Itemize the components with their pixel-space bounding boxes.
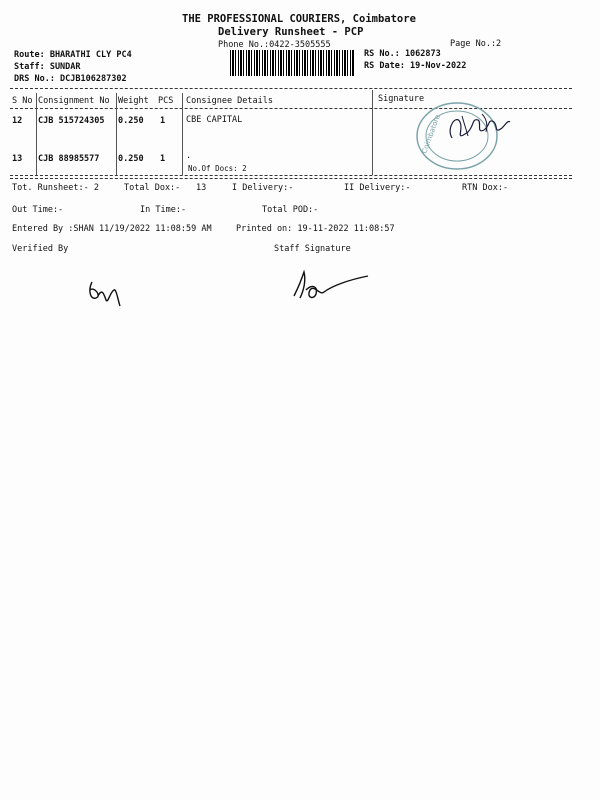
rs-number: RS No.: 1062873 bbox=[364, 49, 441, 59]
rs-date: RS Date: 19-Nov-2022 bbox=[364, 61, 467, 71]
row-consignee: . bbox=[186, 151, 192, 161]
staff-signature bbox=[288, 266, 372, 306]
drs-number: DRS No.: DCJB106287302 bbox=[14, 74, 127, 84]
col-header-consignee: Consignee Details bbox=[186, 96, 273, 106]
col-divider bbox=[36, 93, 37, 175]
printed-on: Printed on: 19-11-2022 11:08:57 bbox=[236, 224, 395, 234]
receiver-signature bbox=[438, 108, 518, 148]
row-consignment: CJB 515724305 bbox=[38, 116, 105, 126]
company-name: THE PROFESSIONAL COURIERS, Coimbatore bbox=[182, 13, 416, 25]
row-pcs: 1 bbox=[160, 154, 166, 164]
i-delivery: I Delivery:- bbox=[232, 183, 294, 193]
entered-by: Entered By :SHAN 11/19/2022 11:08:59 AM bbox=[12, 224, 212, 234]
table-bottom-rule-2 bbox=[10, 178, 572, 179]
col-divider bbox=[372, 90, 373, 175]
total-dox-value: 13 bbox=[196, 183, 207, 193]
col-header-consignment: Consignment No bbox=[38, 96, 110, 106]
total-runsheet: Tot. Runsheet:- 2 bbox=[12, 183, 99, 193]
col-header-signature: Signature bbox=[378, 94, 425, 104]
barcode bbox=[230, 50, 354, 76]
staff-label: Staff: SUNDAR bbox=[14, 62, 81, 72]
row-consignee: CBE CAPITAL bbox=[186, 115, 243, 125]
verified-by-label: Verified By bbox=[12, 244, 69, 254]
row-weight: 0.250 bbox=[118, 154, 144, 164]
table-top-rule bbox=[10, 88, 572, 89]
staff-signature-label: Staff Signature bbox=[274, 244, 351, 254]
phone-number: Phone No.:0422-3505555 bbox=[218, 40, 331, 50]
total-dox-label: Total Dox:- bbox=[124, 183, 181, 193]
route-label: Route: BHARATHI CLY PC4 bbox=[14, 50, 132, 60]
document-title: Delivery Runsheet - PCP bbox=[218, 26, 364, 38]
row-doc-count: No.Of Docs: 2 bbox=[188, 164, 247, 173]
row-sno: 13 bbox=[12, 154, 23, 164]
row-pcs: 1 bbox=[160, 116, 166, 126]
row-sno: 12 bbox=[12, 116, 23, 126]
row-weight: 0.250 bbox=[118, 116, 144, 126]
rtn-dox: RTN Dox:- bbox=[462, 183, 509, 193]
verifier-signature bbox=[84, 276, 134, 312]
col-header-weight: Weight bbox=[118, 96, 149, 106]
ii-delivery: II Delivery:- bbox=[344, 183, 411, 193]
col-header-pcs: PCS bbox=[158, 96, 174, 106]
col-divider bbox=[116, 93, 117, 175]
row-consignment: CJB 88985577 bbox=[38, 154, 100, 164]
out-time: Out Time:- bbox=[12, 205, 64, 215]
in-time: In Time:- bbox=[140, 205, 187, 215]
stamp-text: Coimbatore bbox=[420, 113, 442, 155]
col-divider bbox=[182, 93, 183, 175]
page-number: Page No.:2 bbox=[450, 39, 502, 49]
col-header-sno: S No bbox=[12, 96, 33, 106]
total-pod: Total POD:- bbox=[262, 205, 319, 215]
